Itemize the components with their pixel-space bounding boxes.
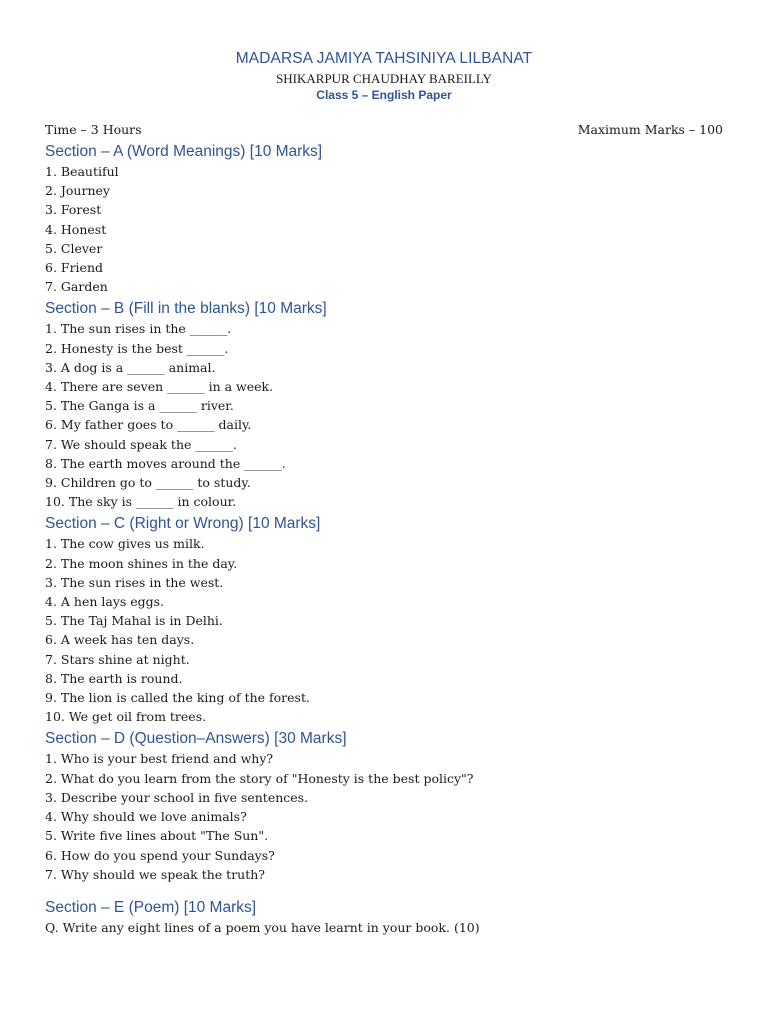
sections-container bbox=[45, 142, 723, 940]
section-e-title: Section – E (Poem) [10 Marks] bbox=[45, 898, 257, 916]
list-item: 1. Who is your best friend and why? bbox=[45, 751, 274, 767]
section-a bbox=[45, 142, 723, 296]
list-item: 9. The lion is called the king of the forest. bbox=[45, 690, 310, 706]
list-item: 1. The sun rises in the ______. bbox=[45, 321, 232, 337]
list-item: 4. A hen lays eggs. bbox=[45, 594, 165, 610]
list-item: 3. Forest bbox=[45, 202, 102, 218]
list-item: 4. Why should we love animals? bbox=[45, 809, 247, 825]
list-item: 6. A week has ten days. bbox=[45, 632, 195, 648]
list-item: 10. We get oil from trees. bbox=[45, 709, 207, 725]
list-item: 3. A dog is a ______ animal. bbox=[45, 359, 216, 375]
list-item: 6. My father goes to ______ daily. bbox=[45, 417, 252, 433]
section-e bbox=[45, 898, 723, 937]
list-item: 5. Write five lines about "The Sun". bbox=[45, 828, 269, 844]
list-item: 4. There are seven ______ in a week. bbox=[45, 379, 274, 395]
section-d bbox=[45, 729, 723, 883]
list-item: Q. Write any eight lines of a poem you have learnt in your book. (10) bbox=[45, 919, 480, 935]
list-item: 8. The earth is round. bbox=[45, 670, 183, 686]
list-item: 5. The Ganga is a ______ river. bbox=[45, 398, 234, 414]
list-item: 8. The earth moves around the ______. bbox=[45, 455, 286, 471]
section-b-title: Section – B (Fill in the blanks) [10 Marks] bbox=[45, 300, 327, 318]
section-d-title: Section – D (Question–Answers) [30 Marks] bbox=[45, 730, 347, 748]
list-item: 3. The sun rises in the west. bbox=[45, 574, 224, 590]
section-c-title: Section – C (Right or Wrong) [10 Marks] bbox=[45, 515, 321, 533]
section-b-list bbox=[45, 319, 723, 511]
list-item: 7. Garden bbox=[45, 279, 108, 295]
maximum-marks: Maximum Marks – 100 bbox=[577, 122, 723, 137]
section-c bbox=[45, 514, 723, 726]
paper-header bbox=[0, 0, 768, 103]
list-item: 6. Friend bbox=[45, 260, 103, 276]
list-item: 3. Describe your school in five sentences. bbox=[45, 789, 309, 805]
section-a-list bbox=[45, 162, 723, 296]
section-d-list bbox=[45, 749, 723, 883]
list-item: 6. How do you spend your Sundays? bbox=[45, 847, 275, 863]
time-allowed: Time – 3 Hours bbox=[45, 122, 142, 137]
section-e-list bbox=[45, 918, 723, 937]
list-item: 2. Journey bbox=[45, 183, 110, 199]
list-item: 5. The Taj Mahal is in Delhi. bbox=[45, 613, 223, 629]
paper-title: Class 5 – English Paper bbox=[316, 88, 452, 102]
school-name: MADARSA JAMIYA TAHSINIYA LILBANAT bbox=[235, 50, 533, 67]
list-item: 2. What do you learn from the story of "Honesty is the best policy"? bbox=[45, 770, 474, 786]
list-item: 7. Stars shine at night. bbox=[45, 651, 190, 667]
school-location: SHIKARPUR CHAUDHAY BAREILLY bbox=[276, 71, 492, 86]
list-item: 4. Honest bbox=[45, 221, 107, 237]
list-item: 9. Children go to ______ to study. bbox=[45, 475, 251, 491]
exam-meta bbox=[45, 122, 723, 138]
list-item: 1. The cow gives us milk. bbox=[45, 536, 205, 552]
list-item: 1. Beautiful bbox=[45, 164, 119, 179]
list-item: 2. The moon shines in the day. bbox=[45, 555, 238, 571]
section-a-title: Section – A (Word Meanings) [10 Marks] bbox=[45, 143, 323, 160]
list-item: 7. Why should we speak the truth? bbox=[45, 866, 266, 882]
list-item: 7. We should speak the ______. bbox=[45, 436, 237, 452]
section-c-list bbox=[45, 534, 723, 726]
list-item: 5. Clever bbox=[45, 240, 103, 256]
section-b bbox=[45, 299, 723, 511]
list-item: 10. The sky is ______ in colour. bbox=[45, 494, 237, 510]
list-item: 2. Honesty is the best ______. bbox=[45, 340, 229, 356]
